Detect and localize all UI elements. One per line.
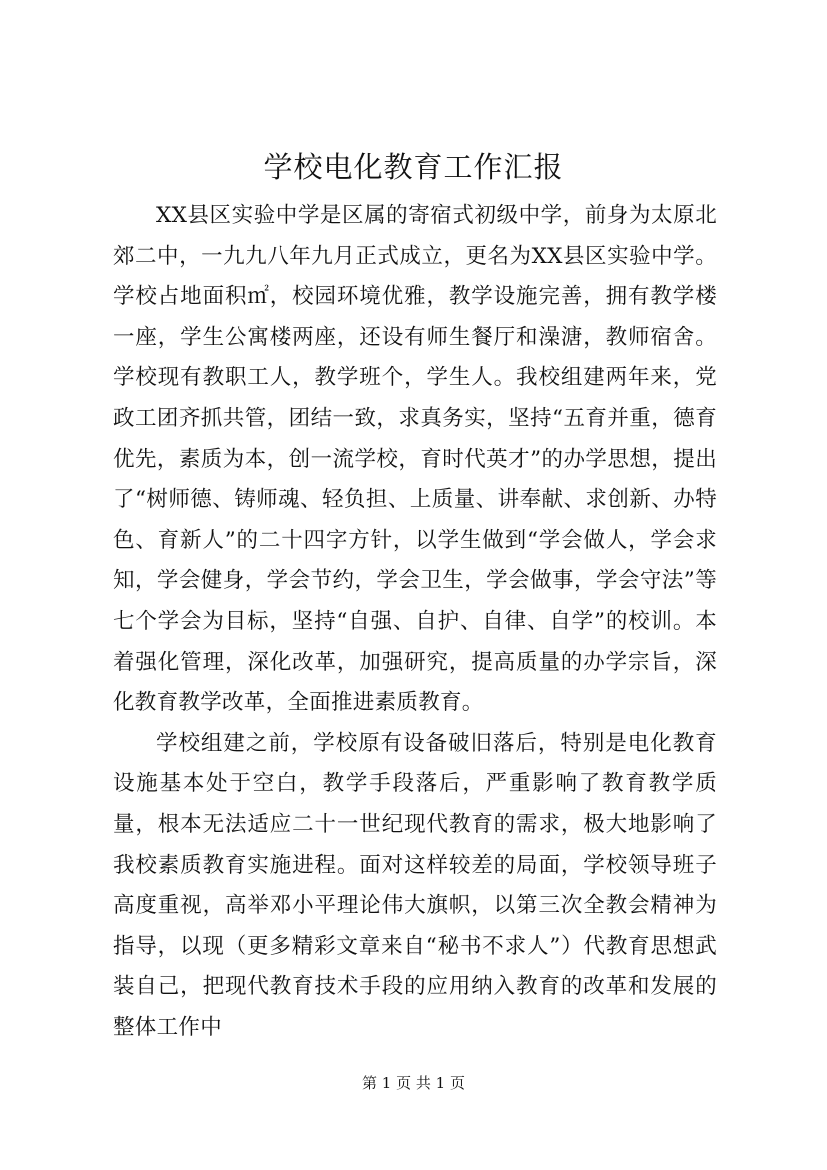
document-body	[113, 196, 717, 1048]
paragraph-background: 学校组建之前，学校原有设备破旧落后，特别是电化教育设施基本处于空白，教学手段落后，严重影响了教育教学质量，根本无法适应二十一世纪现代教育的需求，极大地影响了我校素质教育实施进程。面对这样较差的局面，学校领导班子高度重视，高举邓小平理论伟大旗帜，以第三次全教会精神为指导，以现（更多精彩文章来自“秘书不求人”）代教育思想武装自己，把现代教育技术手段的应用纳入教育的改革和发展的整体工作中	[113, 730, 717, 1040]
paragraph-intro: XX县区实验中学是区属的寄宿式初级中学，前身为太原北郊二中，一九九八年九月正式成立，更名为XX县区实验中学。学校占地面积㎡，校园环境优雅，教学设施完善，拥有教学楼一座，学生公寓楼两座，还设有师生餐厅和澡溏，教师宿舍。学校现有教职工人，教学班个，学生人。我校组建两年来，党政工团齐抓共管，团结一致，求真务实，坚持“五育并重，德育优先，素质为本，创一流学校，育时代英才”的办学思想，提出了“树师德、铸师魂、轻负担、上质量、讲奉献、求创新、办特色、育新人”的二十四字方针，以学生做到“学会做人，学会求知，学会健身，学会节约，学会卫生，学会做事，学会守法”等七个学会为目标，坚持“自强、自护、自律、自学”的校训。本着强化管理，深化改革，加强研究，提高质量的办学宗旨，深化教育教学改革，全面推进素质教育。	[113, 203, 717, 716]
document-title: 学校电化教育工作汇报	[263, 150, 564, 184]
page-number-footer: 第 1 页 共 1 页	[362, 1074, 465, 1092]
